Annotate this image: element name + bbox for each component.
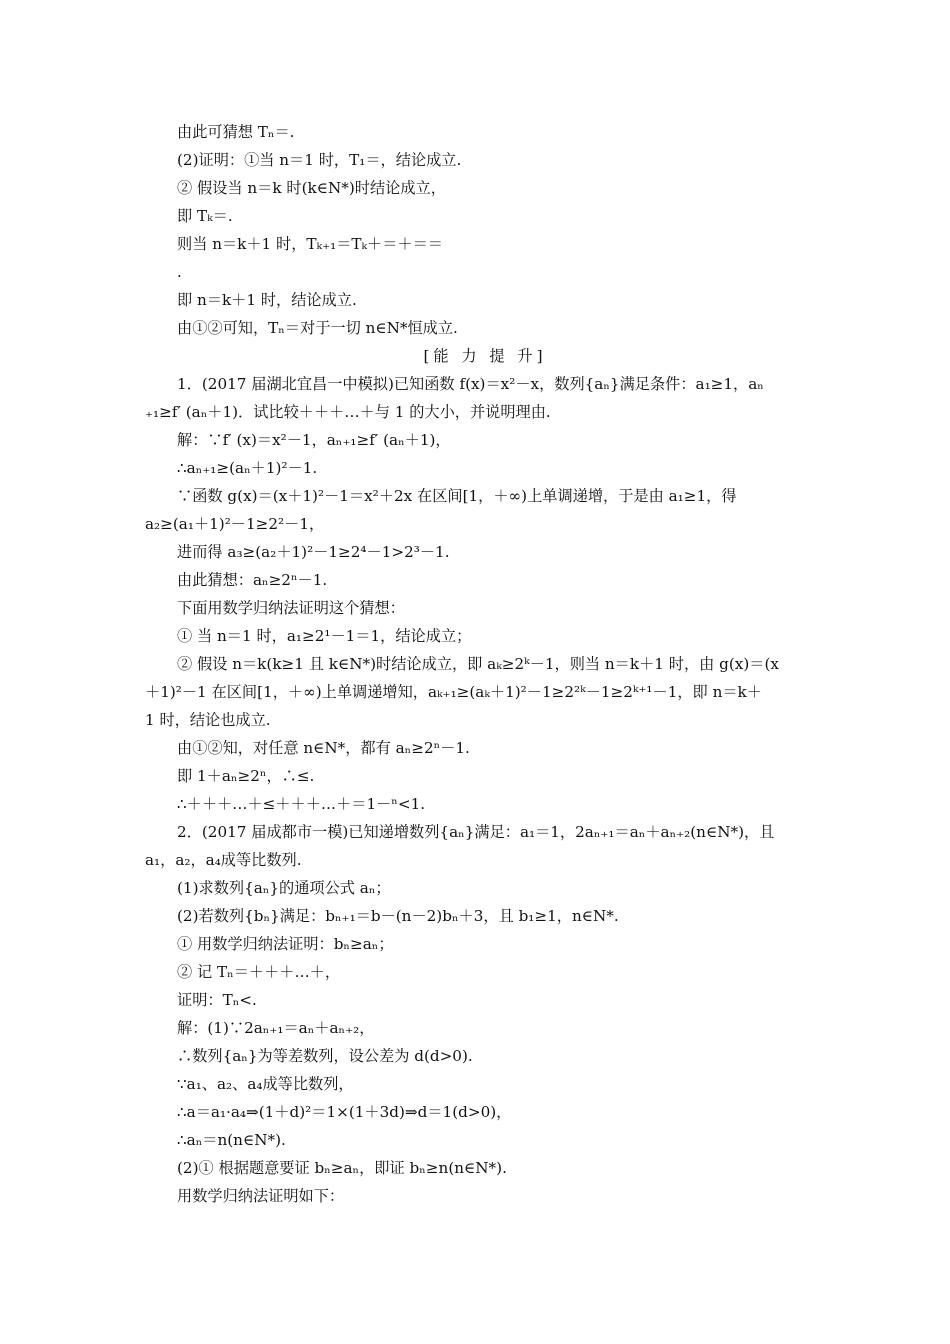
- text-line: 即 n＝k＋1 时，结论成立.: [177, 291, 357, 309]
- text-line: 1 时，结论也成立.: [145, 711, 271, 729]
- text-line: (1)求数列{aₙ}的通项公式 aₙ；: [177, 879, 391, 897]
- text-line: 即 Tₖ＝.: [177, 207, 233, 225]
- problem-1-statement: 1．(2017 届湖北宜昌一中模拟)已知函数 f(x)＝x²－x，数列{aₙ}满足条件：a₁≥1，aₙ: [177, 375, 764, 393]
- text-line: 解：∵f′ (x)＝x²－1，aₙ₊₁≥f′ (aₙ＋1)，: [177, 431, 451, 449]
- problem-2-statement-cont: a₁，a₂，a₄成等比数列.: [145, 851, 302, 869]
- text-line: ∴＋＋＋…＋≤＋＋＋…＋＝1－ⁿ<1.: [177, 795, 426, 813]
- document-body: [145, 118, 815, 1210]
- problem-2-statement: 2．(2017 届成都市一模)已知递增数列{aₙ}满足：a₁＝1，2aₙ₊₁＝aₙ＋aₙ₊₂(n∈N*)，且: [177, 823, 775, 841]
- text-line: (2)若数列{bₙ}满足：bₙ₊₁＝b－(n－2)bₙ＋3，且 b₁≥1，n∈N*.: [177, 907, 619, 925]
- text-line: ∴a＝a₁·a₄⇒(1＋d)²＝1×(1＋3d)⇒d＝1(d>0)，: [177, 1103, 512, 1121]
- text-line: ② 假设当 n＝k 时(k∈N*)时结论成立，: [177, 179, 446, 197]
- text-line: ∴aₙ＝n(n∈N*).: [177, 1131, 286, 1149]
- text-line: .: [177, 263, 182, 281]
- text-line: (2)证明：①当 n＝1 时，T₁＝，结论成立.: [177, 151, 462, 169]
- text-line: 用数学归纳法证明如下：: [177, 1187, 345, 1205]
- text-line: ＋1)²－1 在区间[1，＋∞)上单调递增知，aₖ₊₁≥(aₖ＋1)²－1≥2²ᵏ－1≥2ᵏ⁺¹－1，即 n＝k＋: [145, 683, 762, 701]
- text-line: ② 记 Tₙ＝＋＋＋…＋，: [177, 963, 341, 981]
- text-line: ② 假设 n＝k(k≥1 且 k∈N*)时结论成立，即 aₖ≥2ᵏ－1，则当 n＝k＋1 时，由 g(x)＝(x: [177, 655, 779, 673]
- text-line: 下面用数学归纳法证明这个猜想：: [177, 599, 405, 617]
- text-line: ∵a₁、a₂、a₄成等比数列，: [177, 1075, 354, 1093]
- text-line: ① 用数学归纳法证明：bₙ≥aₙ；: [177, 935, 394, 953]
- text-line: 则当 n＝k＋1 时，Tₖ₊₁＝Tₖ＋＝＋＝＝: [177, 235, 443, 253]
- text-line: 由此可猜想 Tₙ＝.: [177, 123, 295, 141]
- text-line: (2)① 根据题意要证 bₙ≥aₙ，即证 bₙ≥n(n∈N*).: [177, 1159, 507, 1177]
- text-line: ∵函数 g(x)＝(x＋1)²－1＝x²＋2x 在区间[1，＋∞)上单调递增，于是由 a₁≥1，得: [177, 487, 737, 505]
- text-line: ① 当 n＝1 时，a₁≥2¹－1＝1，结论成立；: [177, 627, 472, 645]
- text-line: ∴数列{aₙ}为等差数列，设公差为 d(d>0).: [177, 1047, 473, 1065]
- text-line: 由①②知，对任意 n∈N*，都有 aₙ≥2ⁿ－1.: [177, 739, 470, 757]
- text-line: 进而得 a₃≥(a₂＋1)²－1≥2⁴－1>2³－1.: [177, 543, 450, 561]
- text-line: a₂≥(a₁＋1)²－1≥2²－1，: [145, 515, 325, 533]
- text-line: 解：(1)∵2aₙ₊₁＝aₙ＋aₙ₊₂，: [177, 1019, 375, 1037]
- problem-1-statement-cont: ₊₁≥f′ (aₙ＋1)．试比较＋＋＋…＋与 1 的大小，并说明理由.: [145, 403, 551, 421]
- text-line: 由此猜想：aₙ≥2ⁿ－1.: [177, 571, 328, 589]
- section-heading: [能 力 提 升]: [423, 347, 547, 365]
- text-line: 证明：Tₙ<.: [177, 991, 257, 1009]
- text-line: 由①②可知，Tₙ＝对于一切 n∈N*恒成立.: [177, 319, 458, 337]
- text-line: ∴aₙ₊₁≥(aₙ＋1)²－1.: [177, 459, 318, 477]
- text-line: 即 1＋aₙ≥2ⁿ，∴≤.: [177, 767, 315, 785]
